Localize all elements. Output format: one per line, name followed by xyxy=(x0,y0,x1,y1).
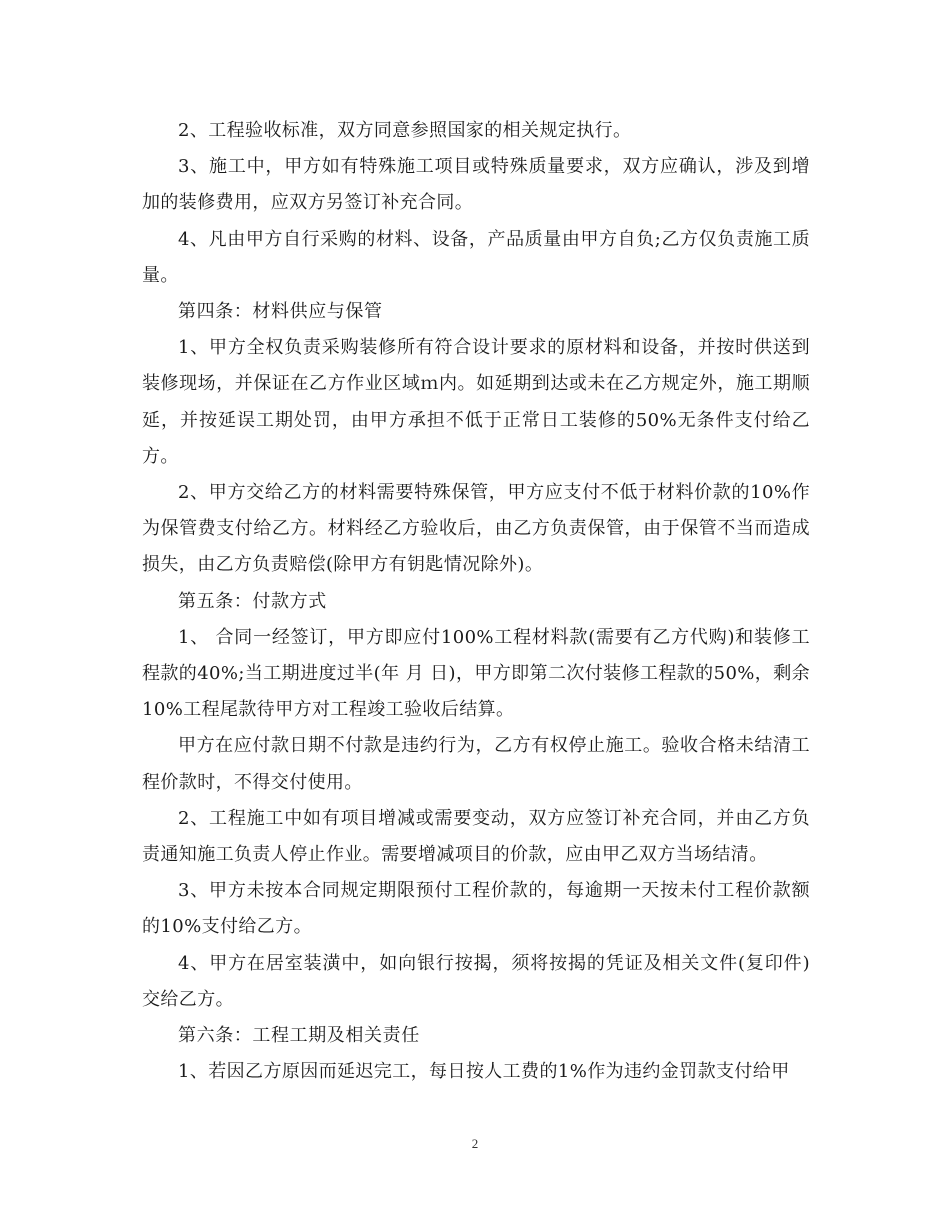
paragraph-payment-schedule: 1、 合同一经签订，甲方即应付100%工程材料款(需要有乙方代购)和装修工程款的40%;当工期进度过半(年 月 日)，甲方即第二次付装修工程款的50%，剩余10%工程尾款待甲方对工程竣工验收后结算。 xyxy=(142,626,810,721)
paragraph-prepayment-penalty: 3、甲方未按本合同规定期限预付工程价款的，每逾期一天按未付工程价款额的10%支付给乙方。 xyxy=(142,880,810,938)
section-heading-article-5: 第五条：付款方式 xyxy=(178,590,327,612)
section-heading-article-4: 第四条：材料供应与保管 xyxy=(178,301,383,323)
paragraph-acceptance-standard: 2、工程验收标准，双方同意参照国家的相关规定执行。 xyxy=(178,120,632,141)
paragraph-owner-purchased-materials: 4、凡由甲方自行采购的材料、设备，产品质量由甲方自负;乙方仅负责施工质量。 xyxy=(142,228,810,286)
paragraph-scope-changes: 2、工程施工中如有项目增减或需要变动，双方应签订补充合同，并由乙方负责通知施工负责人停止作业。需要增减项目的价款，应由甲乙双方当场结清。 xyxy=(142,807,810,866)
paragraph-mortgage-documents: 4、甲方在居室装潢中，如向银行按揭，须将按揭的凭证及相关文件(复印件)交给乙方。 xyxy=(142,952,810,1010)
paragraph-delay-penalty: 1、若因乙方原因而延迟完工，每日按人工费的1%作为违约金罚款支付给甲 xyxy=(178,1061,790,1083)
paragraph-material-custody: 2、甲方交给乙方的材料需要特殊保管，甲方应支付不低于材料价款的10%作为保管费支付给乙方。材料经乙方验收后，由乙方负责保管，由于保管不当而造成损失，由乙方负责赔偿(除甲方有钥匙情况除外)。 xyxy=(142,482,810,576)
paragraph-late-payment-breach: 甲方在应付款日期不付款是违约行为，乙方有权停止施工。验收合格未结清工程价款时，不得交付使用。 xyxy=(142,735,810,793)
section-heading-article-6: 第六条：工程工期及相关责任 xyxy=(178,1025,420,1047)
paragraph-material-procurement: 1、甲方全权负责采购装修所有符合设计要求的原材料和设备，并按时供送到装修现场，并保证在乙方作业区域ｍ内。如延期到达或未在乙方规定外，施工期顺延，并按延误工期处罚，由甲方承担不低于正常日工装修的50%无条件支付给乙方。 xyxy=(142,337,810,467)
paragraph-special-requirements: 3、施工中，甲方如有特殊施工项目或特殊质量要求，双方应确认，涉及到增加的装修费用，应双方另签订补充合同。 xyxy=(142,156,810,214)
document-body xyxy=(142,113,810,1090)
page-number: 2 xyxy=(471,1136,479,1151)
